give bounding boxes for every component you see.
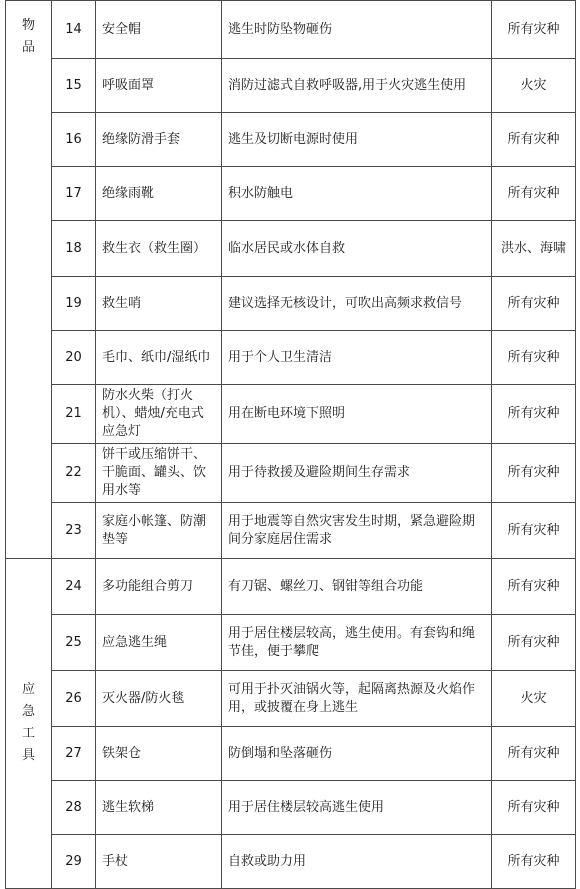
disaster-cell: 所有灾种 [492, 835, 576, 889]
usage-cell: 临水居民或水体自救 [222, 221, 492, 277]
number-cell: 16 [52, 113, 96, 167]
disaster-cell: 火灾 [492, 59, 576, 113]
item-cell: 毛巾、纸巾/湿纸巾 [96, 331, 222, 385]
number-cell: 25 [52, 615, 96, 671]
table-row [6, 221, 576, 277]
item-cell: 应急逃生绳 [96, 615, 222, 671]
category-char: 具 [21, 747, 35, 763]
table-row [6, 835, 576, 889]
usage-cell: 防倒塌和坠落砸伤 [222, 727, 492, 781]
category-char: 物 [21, 18, 35, 33]
category-cell [6, 1, 52, 559]
table-row [6, 385, 576, 444]
category-char: 品 [21, 40, 35, 55]
table-row [6, 167, 576, 221]
usage-cell: 用在断电环境下照明 [222, 385, 492, 444]
number-cell: 19 [52, 277, 96, 331]
disaster-cell: 洪水、海啸 [492, 221, 576, 277]
table-body [6, 1, 576, 889]
category-char: 工 [21, 725, 35, 741]
supplies-table [5, 0, 576, 889]
disaster-cell: 所有灾种 [492, 167, 576, 221]
disaster-cell: 火灾 [492, 671, 576, 727]
disaster-cell: 所有灾种 [492, 559, 576, 615]
number-cell: 18 [52, 221, 96, 277]
item-cell: 安全帽 [96, 1, 222, 59]
usage-cell: 建议选择无核设计，可吹出高频求救信号 [222, 277, 492, 331]
item-cell: 多功能组合剪刀 [96, 559, 222, 615]
disaster-cell: 所有灾种 [492, 781, 576, 835]
item-cell: 手杖 [96, 835, 222, 889]
table-row [6, 503, 576, 559]
disaster-cell: 所有灾种 [492, 615, 576, 671]
disaster-cell: 所有灾种 [492, 727, 576, 781]
usage-cell: 用于个人卫生清洁 [222, 331, 492, 385]
table-row [6, 615, 576, 671]
table-row [6, 331, 576, 385]
disaster-cell: 所有灾种 [492, 331, 576, 385]
number-cell: 14 [52, 1, 96, 59]
disaster-cell: 所有灾种 [492, 113, 576, 167]
usage-cell: 用于居住楼层较高，逃生使用。有套钩和绳节佳，便于攀爬 [222, 615, 492, 671]
table-row [6, 559, 576, 615]
item-cell: 救生哨 [96, 277, 222, 331]
number-cell: 20 [52, 331, 96, 385]
table-row [6, 444, 576, 503]
item-cell: 饼干或压缩饼干、干脆面、罐头、饮用水等 [96, 444, 222, 503]
number-cell: 15 [52, 59, 96, 113]
usage-cell: 有刀锯、螺丝刀、钢钳等组合功能 [222, 559, 492, 615]
category-char: 应 [21, 681, 35, 697]
number-cell: 29 [52, 835, 96, 889]
number-cell: 27 [52, 727, 96, 781]
table-row [6, 781, 576, 835]
item-cell: 绝缘防滑手套 [96, 113, 222, 167]
item-cell: 防水火柴（打火机）、蜡烛/充电式应急灯 [96, 385, 222, 444]
number-cell: 17 [52, 167, 96, 221]
category-char: 急 [21, 703, 35, 719]
usage-cell: 用于居住楼层较高逃生使用 [222, 781, 492, 835]
item-cell: 逃生软梯 [96, 781, 222, 835]
usage-cell: 可用于扑灭油锅火等，起隔离热源及火焰作用，或披覆在身上逃生 [222, 671, 492, 727]
disaster-cell: 所有灾种 [492, 277, 576, 331]
item-cell: 呼吸面罩 [96, 59, 222, 113]
usage-cell: 消防过滤式自救呼吸器,用于火灾逃生使用 [222, 59, 492, 113]
usage-cell: 积水防触电 [222, 167, 492, 221]
item-cell: 灭火器/防火毯 [96, 671, 222, 727]
disaster-cell: 所有灾种 [492, 385, 576, 444]
number-cell: 24 [52, 559, 96, 615]
disaster-cell: 所有灾种 [492, 444, 576, 503]
item-cell: 家庭小帐篷、防潮垫等 [96, 503, 222, 559]
number-cell: 21 [52, 385, 96, 444]
number-cell: 22 [52, 444, 96, 503]
usage-cell: 用于地震等自然灾害发生时期，紧急避险期间分家庭居住需求 [222, 503, 492, 559]
disaster-cell: 所有灾种 [492, 503, 576, 559]
usage-cell: 用于待救援及避险期间生存需求 [222, 444, 492, 503]
usage-cell: 自救或助力用 [222, 835, 492, 889]
table-row [6, 59, 576, 113]
number-cell: 28 [52, 781, 96, 835]
table-row [6, 671, 576, 727]
item-cell: 绝缘雨靴 [96, 167, 222, 221]
usage-cell: 逃生时防坠物砸伤 [222, 1, 492, 59]
table-row [6, 1, 576, 59]
usage-cell: 逃生及切断电源时使用 [222, 113, 492, 167]
number-cell: 23 [52, 503, 96, 559]
item-cell: 救生衣（救生圈） [96, 221, 222, 277]
category-cell [6, 559, 52, 889]
item-cell: 铁架仓 [96, 727, 222, 781]
table-row [6, 113, 576, 167]
table-row [6, 727, 576, 781]
disaster-cell: 所有灾种 [492, 1, 576, 59]
number-cell: 26 [52, 671, 96, 727]
table-row [6, 277, 576, 331]
